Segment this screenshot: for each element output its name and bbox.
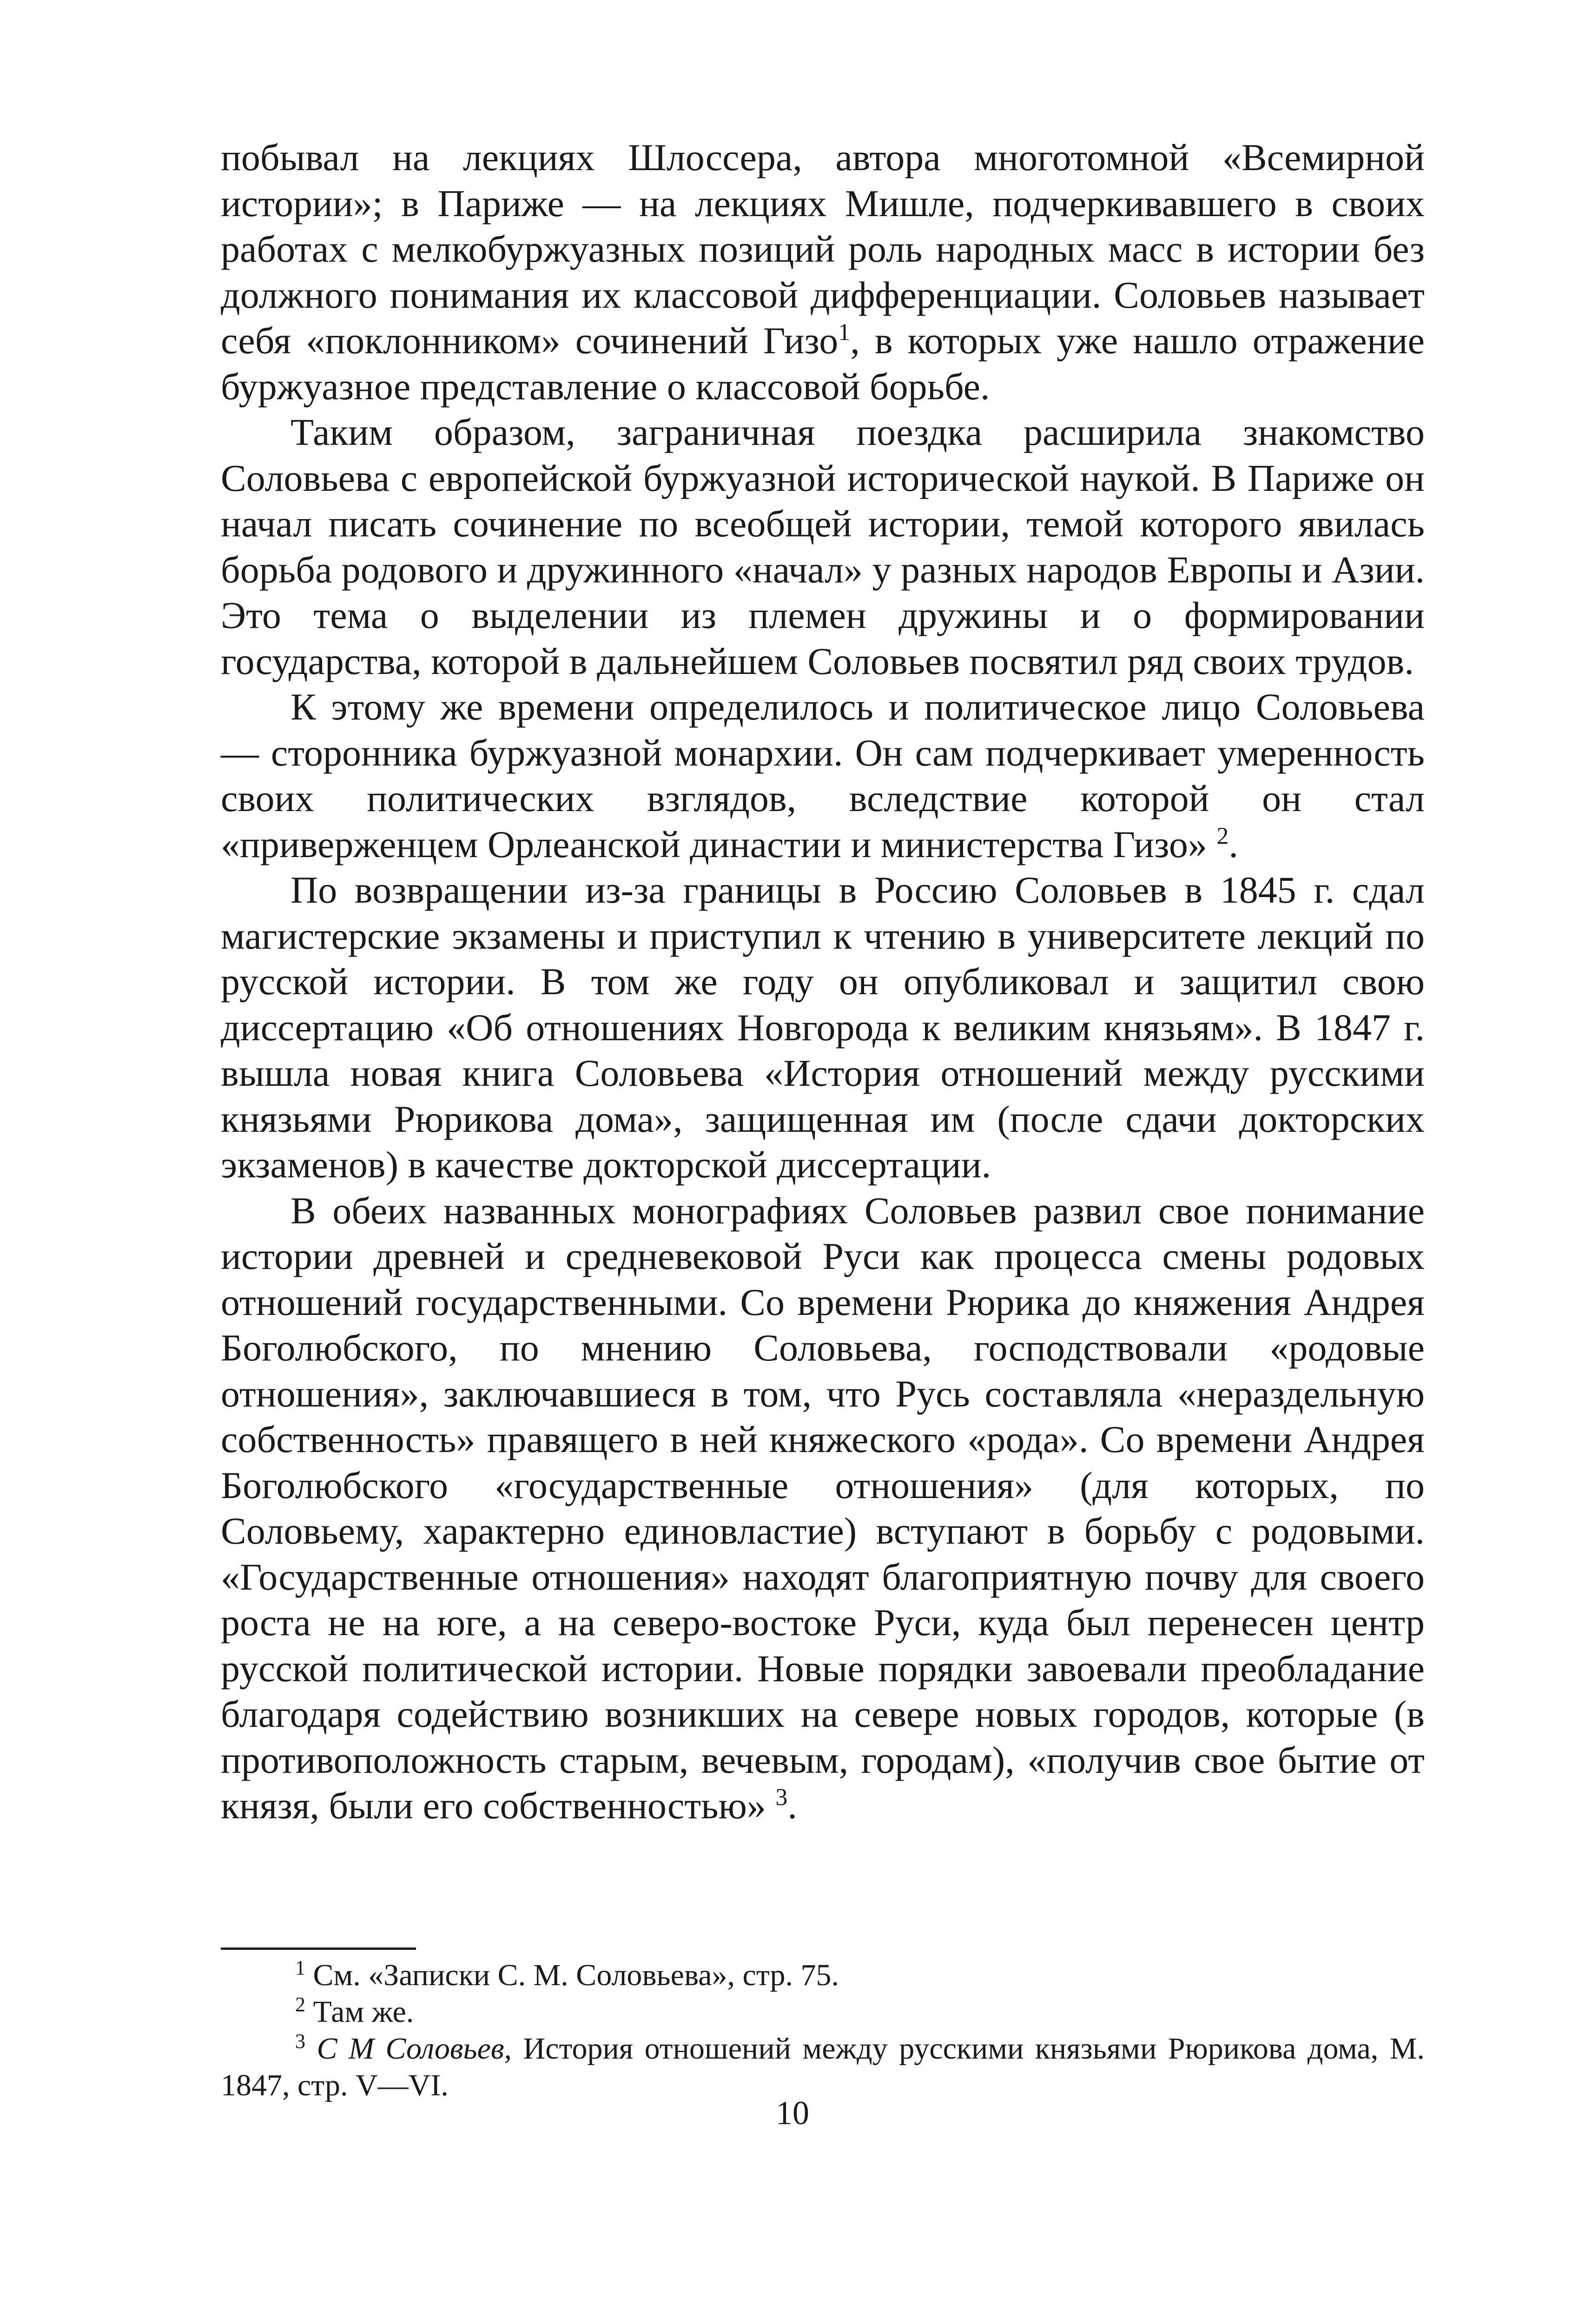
footnote-author: С М Соловьев,: [317, 2032, 512, 2066]
paragraph-text: К этому же времени определилось и политическое лицо Соловьева — сторонника буржуазной монархии. Он сам подчеркивает умеренность своих политических взглядов, вследствие которой он стал «приверженцем Орлеанской династии и министерства Гизо»: [221, 686, 1425, 865]
footnotes: [221, 1957, 1425, 2104]
paragraph: [221, 867, 1425, 1188]
footnote: [221, 1994, 1425, 2030]
paragraph-text: побывал на лекциях Шлоссера, автора многотомной «Всемирной истории»; в Париже — на лекциях Мишле, подчеркивавшего в своих работах с мелкобуржуазных позиций роль народных масс в истории без должного понимания их классовой дифференциации. Соловьев называет себя «поклонником» сочинений Гизо: [221, 136, 1425, 362]
paragraph-text: .: [1228, 823, 1238, 865]
footnote-mark: 1: [295, 1956, 305, 1979]
paragraph: [221, 135, 1425, 409]
footnote-reference: 3: [775, 1784, 788, 1811]
paragraph: [221, 684, 1425, 867]
paragraph-text: Таким образом, заграничная поездка расширила знакомство Соловьева с европейской буржуазной исторической наукой. В Париже он начал писать сочинение по всеобщей истории, темой которого явилась борьба родового и дружинного «начал» у разных народов Европы и Азии. Это тема о выделении из племен дружины и о формировании государства, которой в дальнейшем Соловьев посвятил ряд своих трудов.: [221, 411, 1425, 682]
footnote-reference: 1: [838, 319, 851, 346]
page-number: 10: [776, 2094, 809, 2132]
footnote-mark: 3: [295, 2030, 305, 2053]
footnote-divider: [221, 1948, 416, 1950]
footnote: [221, 1957, 1425, 1994]
footnote-text: См. «Записки С. М. Соловьева», стр. 75.: [313, 1958, 839, 1992]
footnote: [221, 2030, 1425, 2104]
paragraph-text: По возвращении из-за границы в Россию Соловьев в 1845 г. сдал магистерские экзамены и приступил к чтению в университете лекций по русской истории. В том же году он опубликовал и защитил свою диссертацию «Об отношениях Новгорода к великим князьям». В 1847 г. вышла новая книга Соловьева «История отношений между русскими князьями Рюрикова дома», защищенная им (после сдачи докторских экзаменов) в качестве докторской диссертации.: [221, 869, 1425, 1186]
footnote-text: Там же.: [313, 1995, 414, 2029]
footnote-text: История отношений между русскими князьями Рюрикова дома, М. 1847, стр. V—VI.: [221, 2032, 1425, 2102]
paragraph-text: В обеих названных монографиях Соловьев развил свое понимание истории древней и средневековой Руси как процесса смены родовых отношений государственными. Со времени Рюрика до княжения Андрея Боголюбского, по мнению Соловьева, господствовали «родовые отношения», заключавшиеся в том, что Русь составляла «нераздельную собственность» правящего в ней княжеского «рода». Со времени Андрея Боголюбского «государственные отношения» (для которых, по Соловьему, характерно единовластие) вступают в борьбу с родовыми. «Государственные отношения» находят благоприятную почву для своего роста не на юге, а на северо-востоке Руси, куда был перенесен центр русской политической истории. Новые порядки завоевали преобладание благодаря содействию возникших на севере новых городов, которые (в противоположность старым, вечевым, городам), «получив свое бытие от князя, были его собственностью»: [221, 1189, 1425, 1827]
paragraph: [221, 1188, 1425, 1829]
paragraph: [221, 409, 1425, 684]
footnote-reference: 2: [1216, 823, 1229, 850]
footnote-mark: 2: [295, 1993, 305, 2016]
paragraph-text: , в которых уже нашло отражение буржуазное представление о классовой борьбе.: [221, 319, 1425, 408]
main-text: [221, 135, 1425, 1829]
paragraph-text: .: [787, 1784, 797, 1827]
